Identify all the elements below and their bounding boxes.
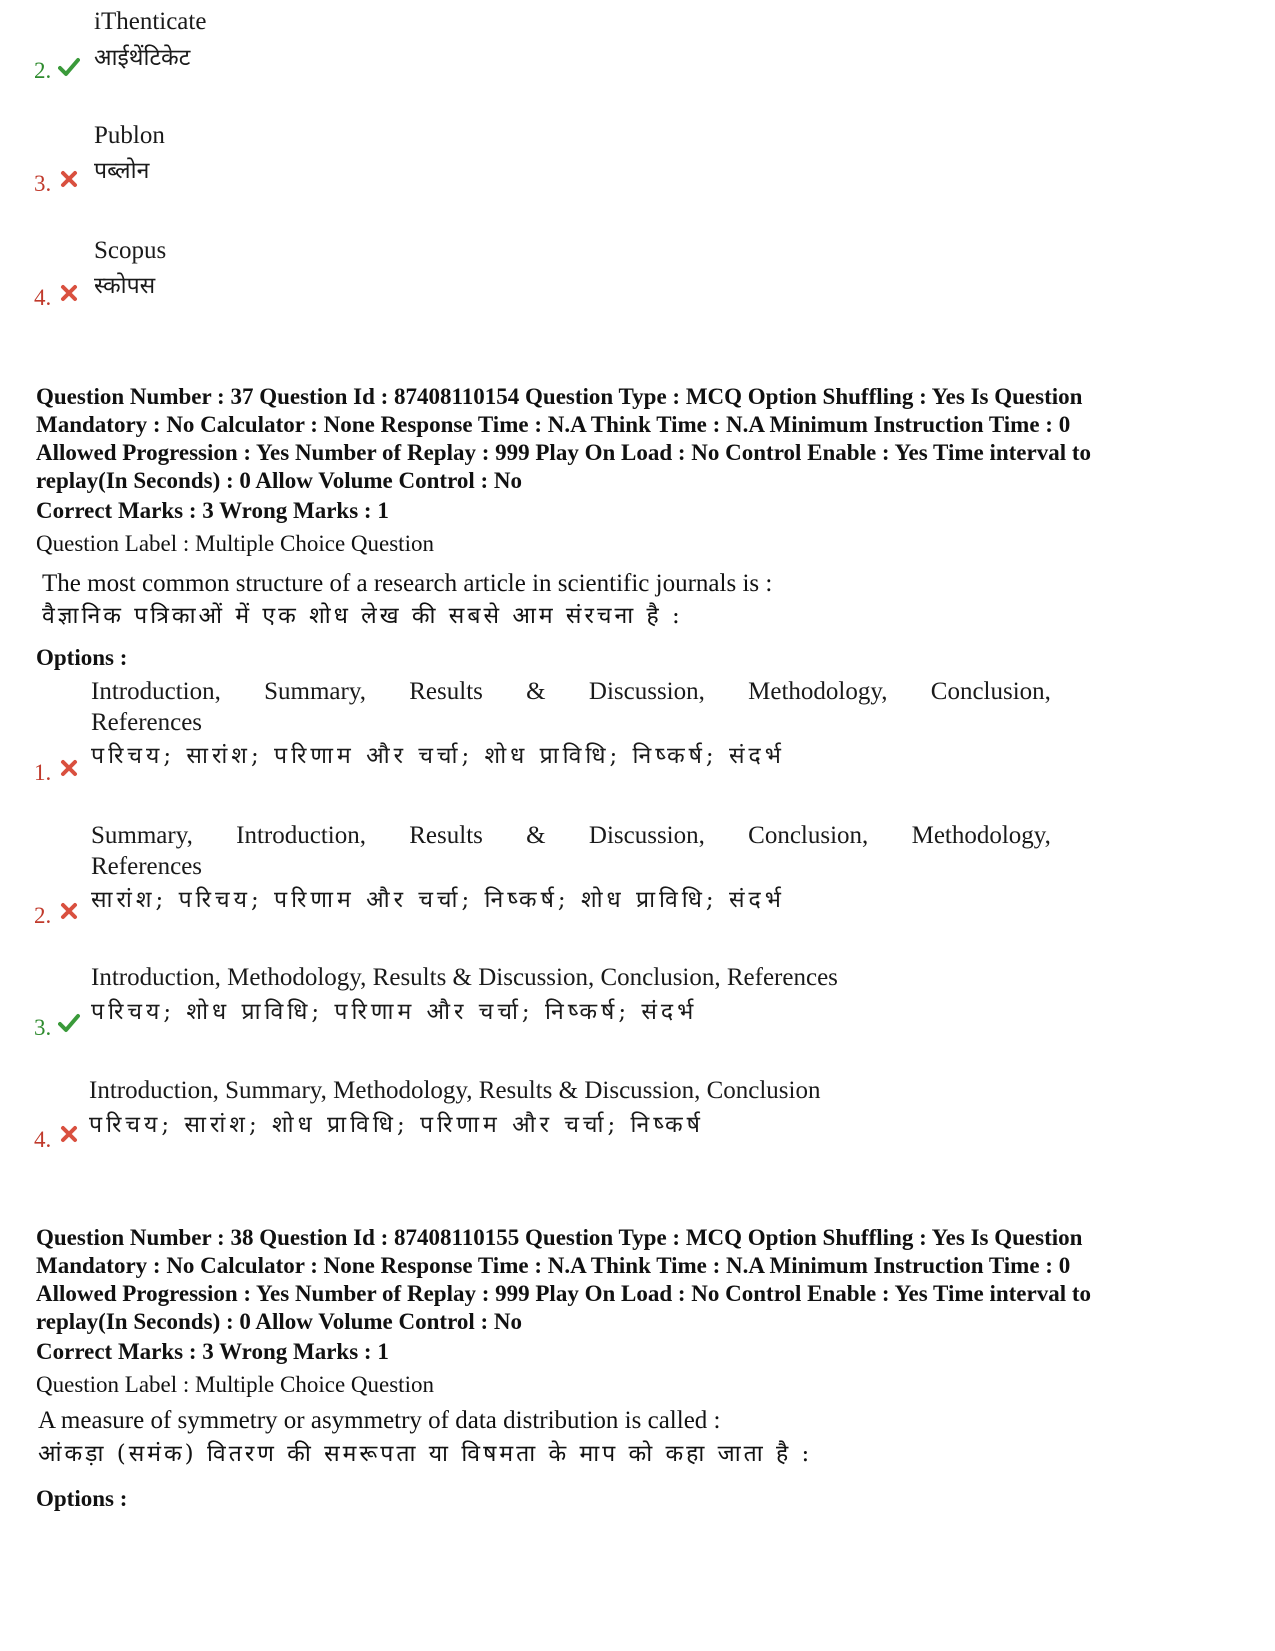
word: Discussion,	[588, 678, 705, 705]
cross-icon	[58, 169, 80, 189]
word: &	[526, 822, 546, 849]
options-heading: Options :	[36, 645, 128, 670]
question-label: Question Label : Multiple Choice Question	[36, 1372, 434, 1397]
question-meta	[36, 1224, 1251, 1336]
question-text-english: The most common structure of a research article in scientific journals is :	[42, 570, 773, 597]
option-number: 2.	[34, 903, 52, 928]
option-number: 4.	[34, 1127, 52, 1152]
option-hindi: पब्लोन	[94, 158, 150, 184]
meta-line: Allowed Progression : Yes Number of Replay : 999 Play On Load : No Control Enable : Yes Time interval to	[36, 440, 1092, 465]
option-english-line2: References	[91, 853, 203, 880]
option-english-line1	[91, 820, 1051, 852]
marks-line: Correct Marks : 3 Wrong Marks : 1	[36, 1339, 389, 1364]
word: &	[526, 678, 546, 705]
word: Conclusion,	[748, 822, 869, 849]
word: Discussion,	[588, 822, 705, 849]
option-number: 3.	[34, 1015, 52, 1040]
meta-line: Question Number : 38 Question Id : 87408110155 Question Type : MCQ Option Shuffling : Yes Is Question	[36, 1225, 1083, 1250]
option-hindi: परिचय; सारांश; शोध प्राविधि; परिणाम और चर्चा; निष्कर्ष	[89, 1112, 704, 1138]
meta-line: Allowed Progression : Yes Number of Replay : 999 Play On Load : No Control Enable : Yes Time interval to	[36, 1281, 1092, 1306]
cross-icon	[58, 901, 80, 921]
option-english: Introduction, Methodology, Results & Discussion, Conclusion, References	[91, 964, 838, 991]
meta-line: Mandatory : No Calculator : None Response Time : N.A Think Time : N.A Minimum Instruction Time : 0	[36, 412, 1071, 437]
meta-line: Question Number : 37 Question Id : 87408110154 Question Type : MCQ Option Shuffling : Yes Is Question	[36, 384, 1083, 409]
question-label: Question Label : Multiple Choice Question	[36, 531, 434, 556]
option-english-line1	[91, 676, 1051, 708]
option-number: 1.	[34, 760, 52, 785]
option-english: Introduction, Summary, Methodology, Results & Discussion, Conclusion	[89, 1077, 821, 1104]
question-text-hindi: आंकड़ा (समंक) वितरण की समरूपता या विषमता के माप को कहा जाता है :	[38, 1441, 813, 1467]
word: Methodology,	[748, 678, 888, 705]
option-hindi: आईथेंटिकेट	[94, 45, 191, 71]
options-heading: Options :	[36, 1486, 128, 1511]
meta-line: Mandatory : No Calculator : None Response Time : N.A Think Time : N.A Minimum Instruction Time : 0	[36, 1253, 1071, 1278]
meta-line: replay(In Seconds) : 0 Allow Volume Control : No	[36, 1309, 523, 1334]
question-text-hindi: वैज्ञानिक पत्रिकाओं में एक शोध लेख की सबसे आम संरचना है :	[42, 603, 683, 629]
word: Results	[409, 678, 483, 705]
word: Methodology,	[911, 822, 1051, 849]
option-number: 2.	[34, 58, 52, 83]
word: Summary,	[264, 678, 366, 705]
cross-icon	[58, 758, 80, 778]
word: Conclusion,	[930, 678, 1051, 705]
option-hindi: स्कोपस	[94, 273, 156, 299]
word: Summary,	[91, 822, 193, 849]
check-icon	[58, 1013, 80, 1033]
word: Introduction,	[91, 678, 221, 705]
option-number: 3.	[34, 171, 52, 196]
option-english: iThenticate	[94, 8, 207, 35]
option-hindi: परिचय; सारांश; परिणाम और चर्चा; शोध प्राविधि; निष्कर्ष; संदर्भ	[91, 743, 785, 769]
option-english: Scopus	[94, 237, 167, 264]
marks-line: Correct Marks : 3 Wrong Marks : 1	[36, 498, 389, 523]
meta-line: replay(In Seconds) : 0 Allow Volume Control : No	[36, 468, 523, 493]
question-meta	[36, 383, 1251, 495]
word: Introduction,	[236, 822, 366, 849]
option-english-line2: References	[91, 709, 203, 736]
word: Results	[409, 822, 483, 849]
check-icon	[58, 57, 80, 77]
cross-icon	[58, 283, 80, 303]
question-text-english: A measure of symmetry or asymmetry of data distribution is called :	[38, 1407, 721, 1434]
option-hindi: परिचय; शोध प्राविधि; परिणाम और चर्चा; निष्कर्ष; संदर्भ	[91, 999, 698, 1025]
cross-icon	[58, 1124, 80, 1144]
option-hindi: सारांश; परिचय; परिणाम और चर्चा; निष्कर्ष; शोध प्राविधि; संदर्भ	[91, 887, 785, 913]
option-number: 4.	[34, 285, 52, 310]
option-english: Publon	[94, 122, 165, 149]
